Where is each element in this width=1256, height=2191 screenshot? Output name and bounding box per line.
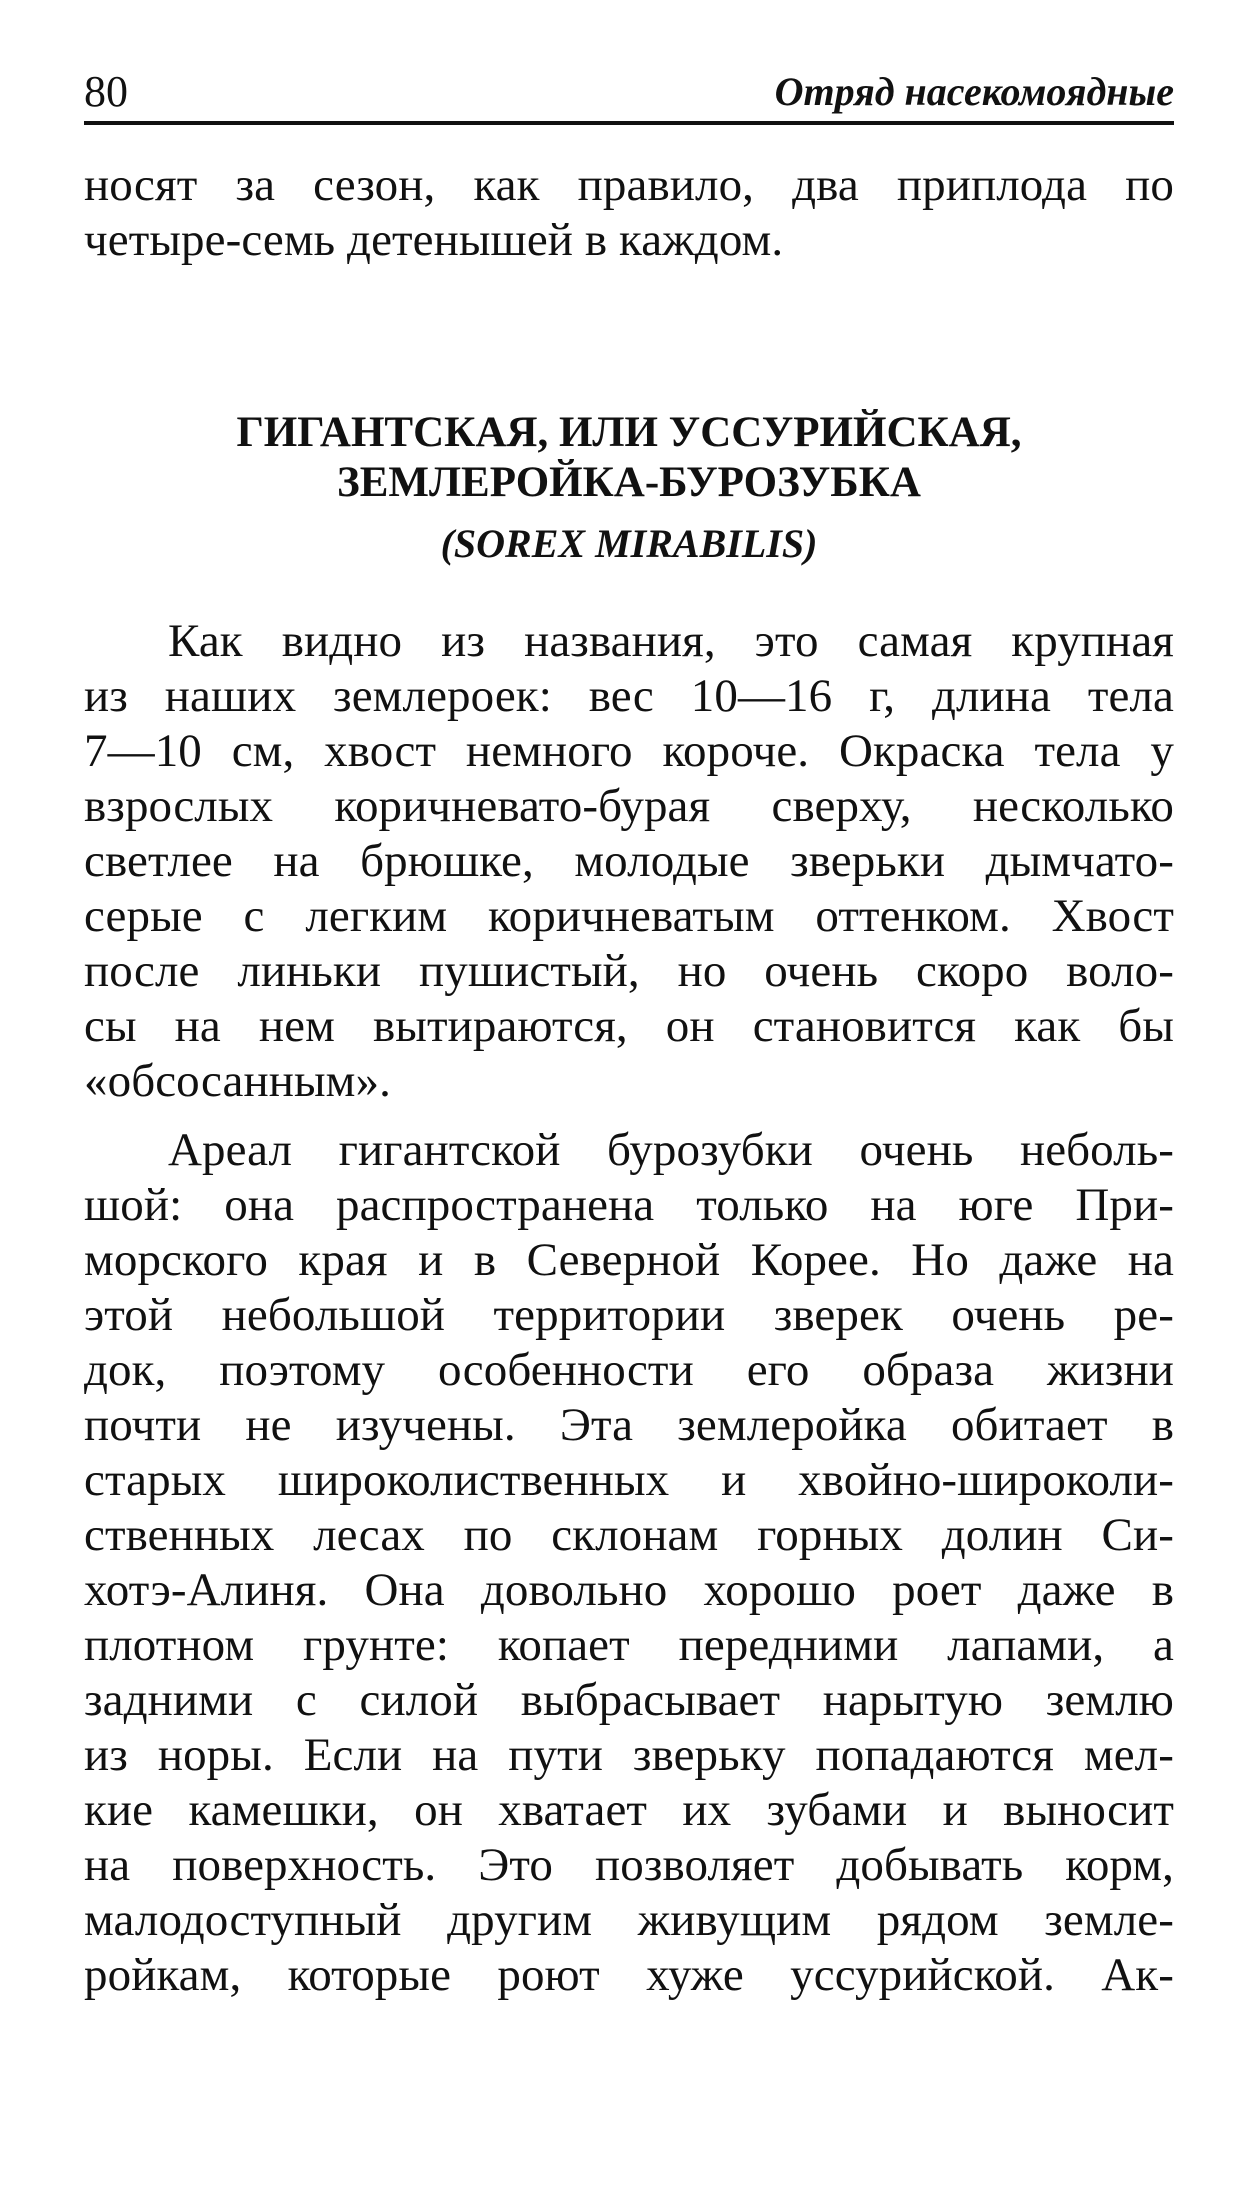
text-line: плотном грунте: копает передними лапами, а	[84, 1619, 1174, 1671]
section-title: Отряд насекомоядные	[774, 69, 1174, 114]
text-line: после линьки пушистый, но очень скоро воло-	[84, 945, 1174, 997]
text-line: Как видно из названия, это самая крупная	[168, 615, 1174, 667]
text-line: кие камешки, он хватает их зубами и выносит	[84, 1784, 1174, 1836]
text-line: из норы. Если на пути зверьку попадаются мел-	[84, 1729, 1174, 1781]
text-line: шой: она распространена только на юге При-	[84, 1179, 1174, 1231]
paragraph-range	[84, 1123, 1174, 2003]
page-number: 80	[84, 67, 128, 116]
text-line: док, поэтому особенности его образа жизни	[84, 1344, 1174, 1396]
text-line: сы на нем вытираются, он становится как бы	[84, 1000, 1174, 1052]
text-line: почти не изучены. Эта землеройка обитает в	[84, 1399, 1174, 1451]
text-line: хотэ-Алиня. Она довольно хорошо роет даже в	[84, 1564, 1174, 1616]
text-line: морского края и в Северной Корее. Но даже на	[84, 1234, 1174, 1286]
article-title-line: ГИГАНТСКАЯ, ИЛИ УССУРИЙСКАЯ,	[236, 409, 1022, 456]
text-line: задними с силой выбрасывает нарытую землю	[84, 1674, 1174, 1726]
text-line: взрослых коричневато-бурая сверху, несколько	[84, 780, 1174, 832]
text-line: 7—10 см, хвост немного короче. Окраска тела у	[84, 725, 1174, 777]
latin-name: (SOREX MIRABILIS)	[440, 521, 818, 566]
text-line: старых широколиственных и хвойно-широколи-	[84, 1454, 1174, 1506]
text-line: «обсосанным».	[84, 1055, 391, 1107]
text-line: Ареал гигантской бурозубки очень неболь-	[168, 1124, 1174, 1176]
text-line: светлее на брюшке, молодые зверьки дымчато-	[84, 835, 1174, 887]
header-rule	[84, 121, 1174, 125]
text-line: носят за сезон, как правило, два приплода по	[84, 159, 1174, 211]
text-line: на поверхность. Это позволяет добывать корм,	[84, 1839, 1174, 1891]
text-line: этой небольшой территории зверек очень ре-	[84, 1289, 1174, 1341]
intro-paragraph	[84, 158, 1174, 268]
article-title-line: ЗЕМЛЕРОЙКА-БУРОЗУБКА	[337, 459, 921, 506]
paragraph-description	[84, 614, 1174, 1109]
text-line: малодоступный другим живущим рядом земле-	[84, 1894, 1174, 1946]
text-line: ройкам, которые роют хуже уссурийской. Ак-	[84, 1949, 1174, 2001]
article-heading	[84, 408, 1174, 572]
running-head	[84, 62, 1174, 122]
text-line: серые с легким коричневатым оттенком. Хвост	[84, 890, 1174, 942]
text-line: четыре-семь детенышей в каждом.	[84, 214, 784, 266]
text-line: ственных лесах по склонам горных долин Си-	[84, 1509, 1174, 1561]
text-line: из наших землероек: вес 10—16 г, длина тела	[84, 670, 1174, 722]
